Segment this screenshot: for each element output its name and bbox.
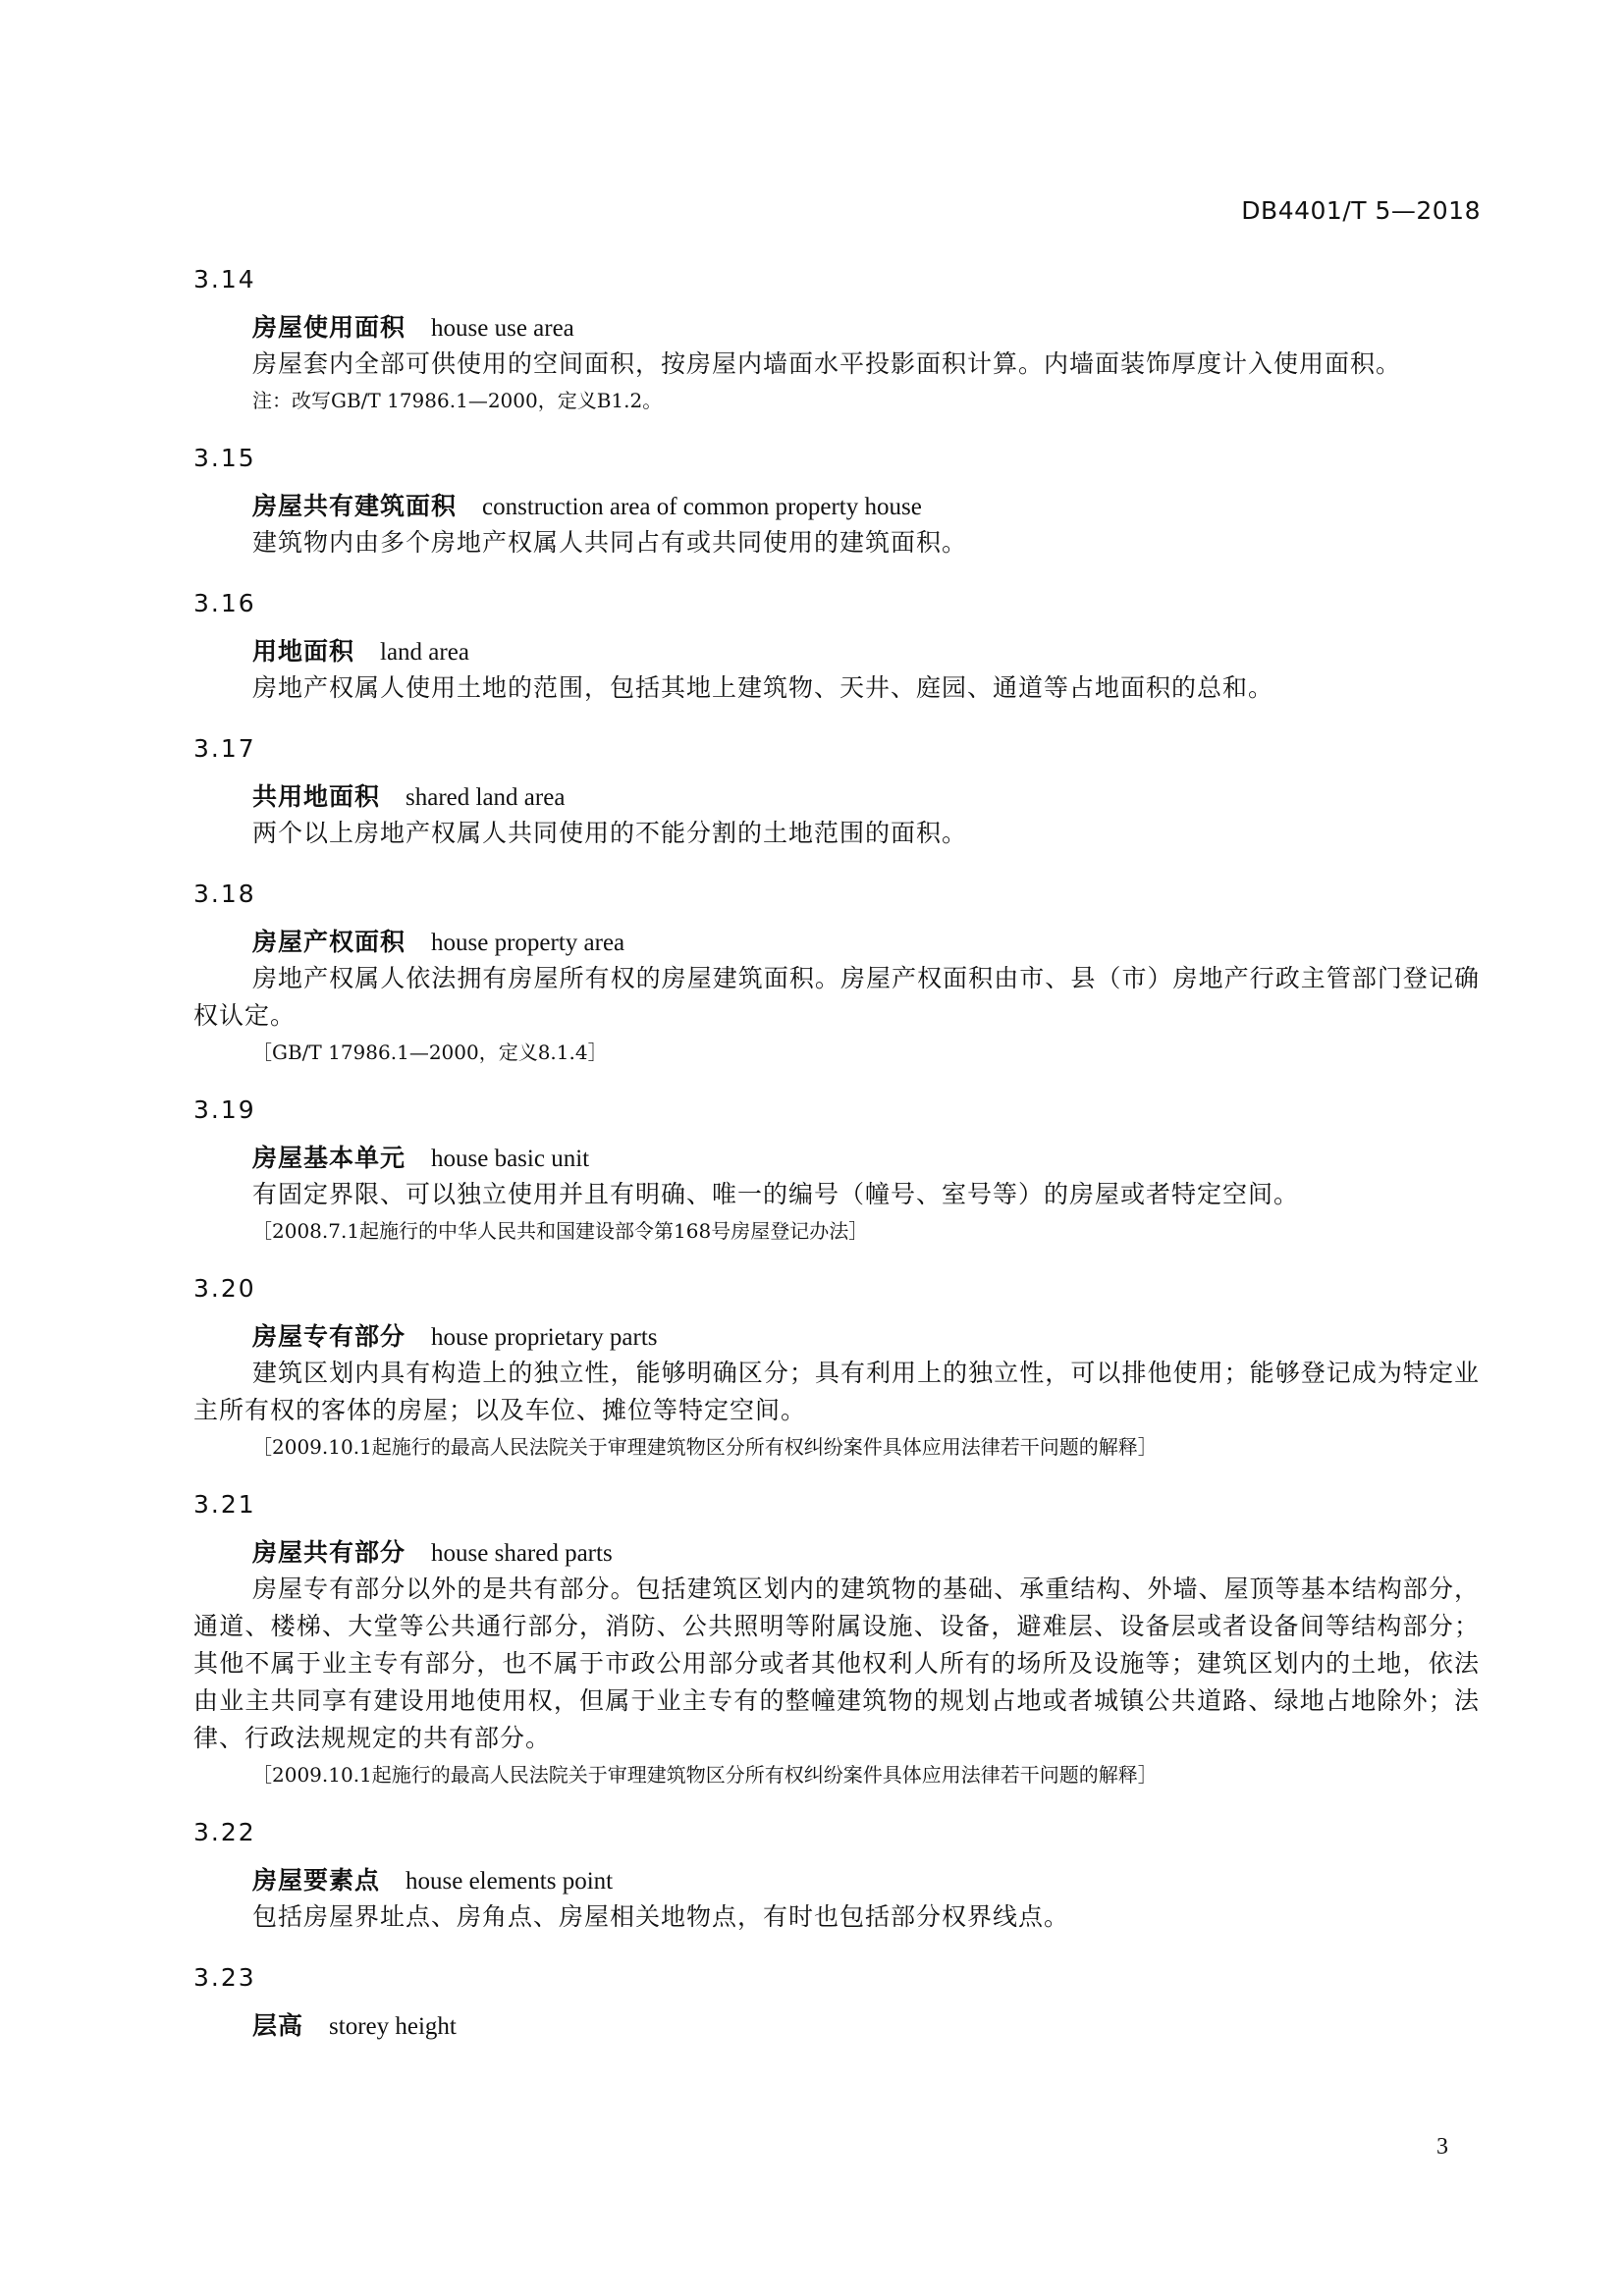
- term-heading: [193, 2008, 1480, 2044]
- term-number: 3.23: [193, 1963, 256, 1992]
- term-chinese-name: 房屋使用面积: [252, 313, 406, 342]
- page-number: 3: [1436, 2134, 1448, 2160]
- term-number: 3.16: [193, 589, 256, 617]
- term-number: 3.17: [193, 734, 256, 763]
- term-number: 3.18: [193, 880, 256, 908]
- term-number: 3.20: [193, 1274, 256, 1303]
- term-chinese-name: 房屋共有建筑面积: [252, 492, 458, 520]
- term-chinese-name: 房屋产权面积: [252, 928, 406, 956]
- term-definition: 房屋套内全部可供使用的空间面积，按房屋内墙面水平投影面积计算。内墙面装饰厚度计入使用面积。: [252, 349, 1402, 378]
- term-entry-3-18: [193, 876, 1480, 1068]
- term-entry-3-17: [193, 730, 1480, 852]
- term-definition: 房地产权属人依法拥有房屋所有权的房屋建筑面积。房屋产权面积由市、县（市）房地产行政主管部门登记确权认定。: [193, 964, 1480, 1030]
- term-entry-3-22: [193, 1814, 1480, 1936]
- term-source: ［GB/T 17986.1—2000，定义8.1.4］: [252, 1041, 608, 1064]
- term-chinese-name: 房屋共有部分: [252, 1538, 406, 1567]
- term-definition: 房屋专有部分以外的是共有部分。包括建筑区划内的建筑物的基础、承重结构、外墙、屋顶等基本结构部分，通道、楼梯、大堂等公共通行部分，消防、公共照明等附属设施、设备，避难层、设备层或者设备间等结构部分；其他不属于业主专有部分，也不属于市政公用部分或者其他权利人所有的场所及设施等；建筑区划内的土地，依法由业主共同享有建设用地使用权，但属于业主专有的整幢建筑物的规划占地或者城镇公共道路、绿地占地除外；法律、行政法规规定的共有部分。: [193, 1575, 1480, 1752]
- term-chinese-name: 房屋基本单元: [252, 1144, 406, 1172]
- term-english-name: house shared parts: [431, 1540, 613, 1567]
- term-english-name: land area: [380, 639, 469, 666]
- term-entry-3-19: [193, 1092, 1480, 1247]
- term-heading: [193, 310, 1480, 346]
- term-heading: [193, 779, 1480, 815]
- term-definition: 包括房屋界址点、房角点、房屋相关地物点，有时也包括部分权界线点。: [252, 1902, 1070, 1931]
- term-number: 3.15: [193, 444, 256, 472]
- document-code: DB4401/T 5—2018: [1241, 196, 1481, 225]
- term-english-name: house elements point: [406, 1868, 614, 1895]
- term-source: ［2008.7.1起施行的中华人民共和国建设部令第168号房屋登记办法］: [252, 1219, 869, 1243]
- term-definition: 建筑区划内具有构造上的独立性，能够明确区分；具有利用上的独立性，可以排他使用；能够登记成为特定业主所有权的客体的房屋；以及车位、摊位等特定空间。: [193, 1359, 1480, 1424]
- term-definition: 有固定界限、可以独立使用并且有明确、唯一的编号（幢号、室号等）的房屋或者特定空间。: [252, 1180, 1300, 1208]
- term-chinese-name: 用地面积: [252, 637, 355, 666]
- term-number: 3.19: [193, 1095, 256, 1124]
- term-heading: [193, 925, 1480, 960]
- term-entry-3-21: [193, 1486, 1480, 1790]
- term-number: 3.21: [193, 1490, 256, 1519]
- term-english-name: construction area of common property house: [482, 494, 922, 520]
- term-english-name: shared land area: [406, 784, 566, 811]
- term-entry-3-15: [193, 440, 1480, 561]
- term-entry-3-16: [193, 585, 1480, 707]
- term-source: ［2009.10.1起施行的最高人民法院关于审理建筑物区分所有权纠纷案件具体应用法律若干问题的解释］: [252, 1763, 1158, 1787]
- term-heading: [193, 1535, 1480, 1571]
- term-heading: [193, 1863, 1480, 1898]
- term-heading: [193, 634, 1480, 669]
- term-definition: 建筑物内由多个房地产权属人共同占有或共同使用的建筑面积。: [252, 528, 968, 557]
- term-note: 注：改写GB/T 17986.1—2000，定义B1.2。: [252, 389, 663, 412]
- term-english-name: house property area: [431, 930, 625, 956]
- term-entry-3-23: [193, 1959, 1480, 2044]
- term-definition: 房地产权属人使用土地的范围，包括其地上建筑物、天井、庭园、通道等占地面积的总和。: [252, 673, 1274, 702]
- term-english-name: house use area: [431, 315, 574, 342]
- term-english-name: house basic unit: [431, 1146, 590, 1172]
- terms-list: [193, 261, 1480, 2044]
- term-definition: 两个以上房地产权属人共同使用的不能分割的土地范围的面积。: [252, 819, 968, 847]
- term-number: 3.22: [193, 1818, 256, 1846]
- term-entry-3-14: [193, 261, 1480, 416]
- term-english-name: storey height: [329, 2013, 457, 2040]
- term-entry-3-20: [193, 1270, 1480, 1463]
- term-chinese-name: 层高: [252, 2011, 304, 2040]
- term-chinese-name: 房屋专有部分: [252, 1322, 406, 1351]
- term-heading: [193, 1319, 1480, 1355]
- term-chinese-name: 房屋要素点: [252, 1866, 381, 1895]
- term-heading: [193, 489, 1480, 524]
- term-number: 3.14: [193, 265, 256, 294]
- term-chinese-name: 共用地面积: [252, 782, 381, 811]
- term-english-name: house proprietary parts: [431, 1324, 658, 1351]
- term-heading: [193, 1141, 1480, 1176]
- term-source: ［2009.10.1起施行的最高人民法院关于审理建筑物区分所有权纠纷案件具体应用法律若干问题的解释］: [252, 1435, 1158, 1459]
